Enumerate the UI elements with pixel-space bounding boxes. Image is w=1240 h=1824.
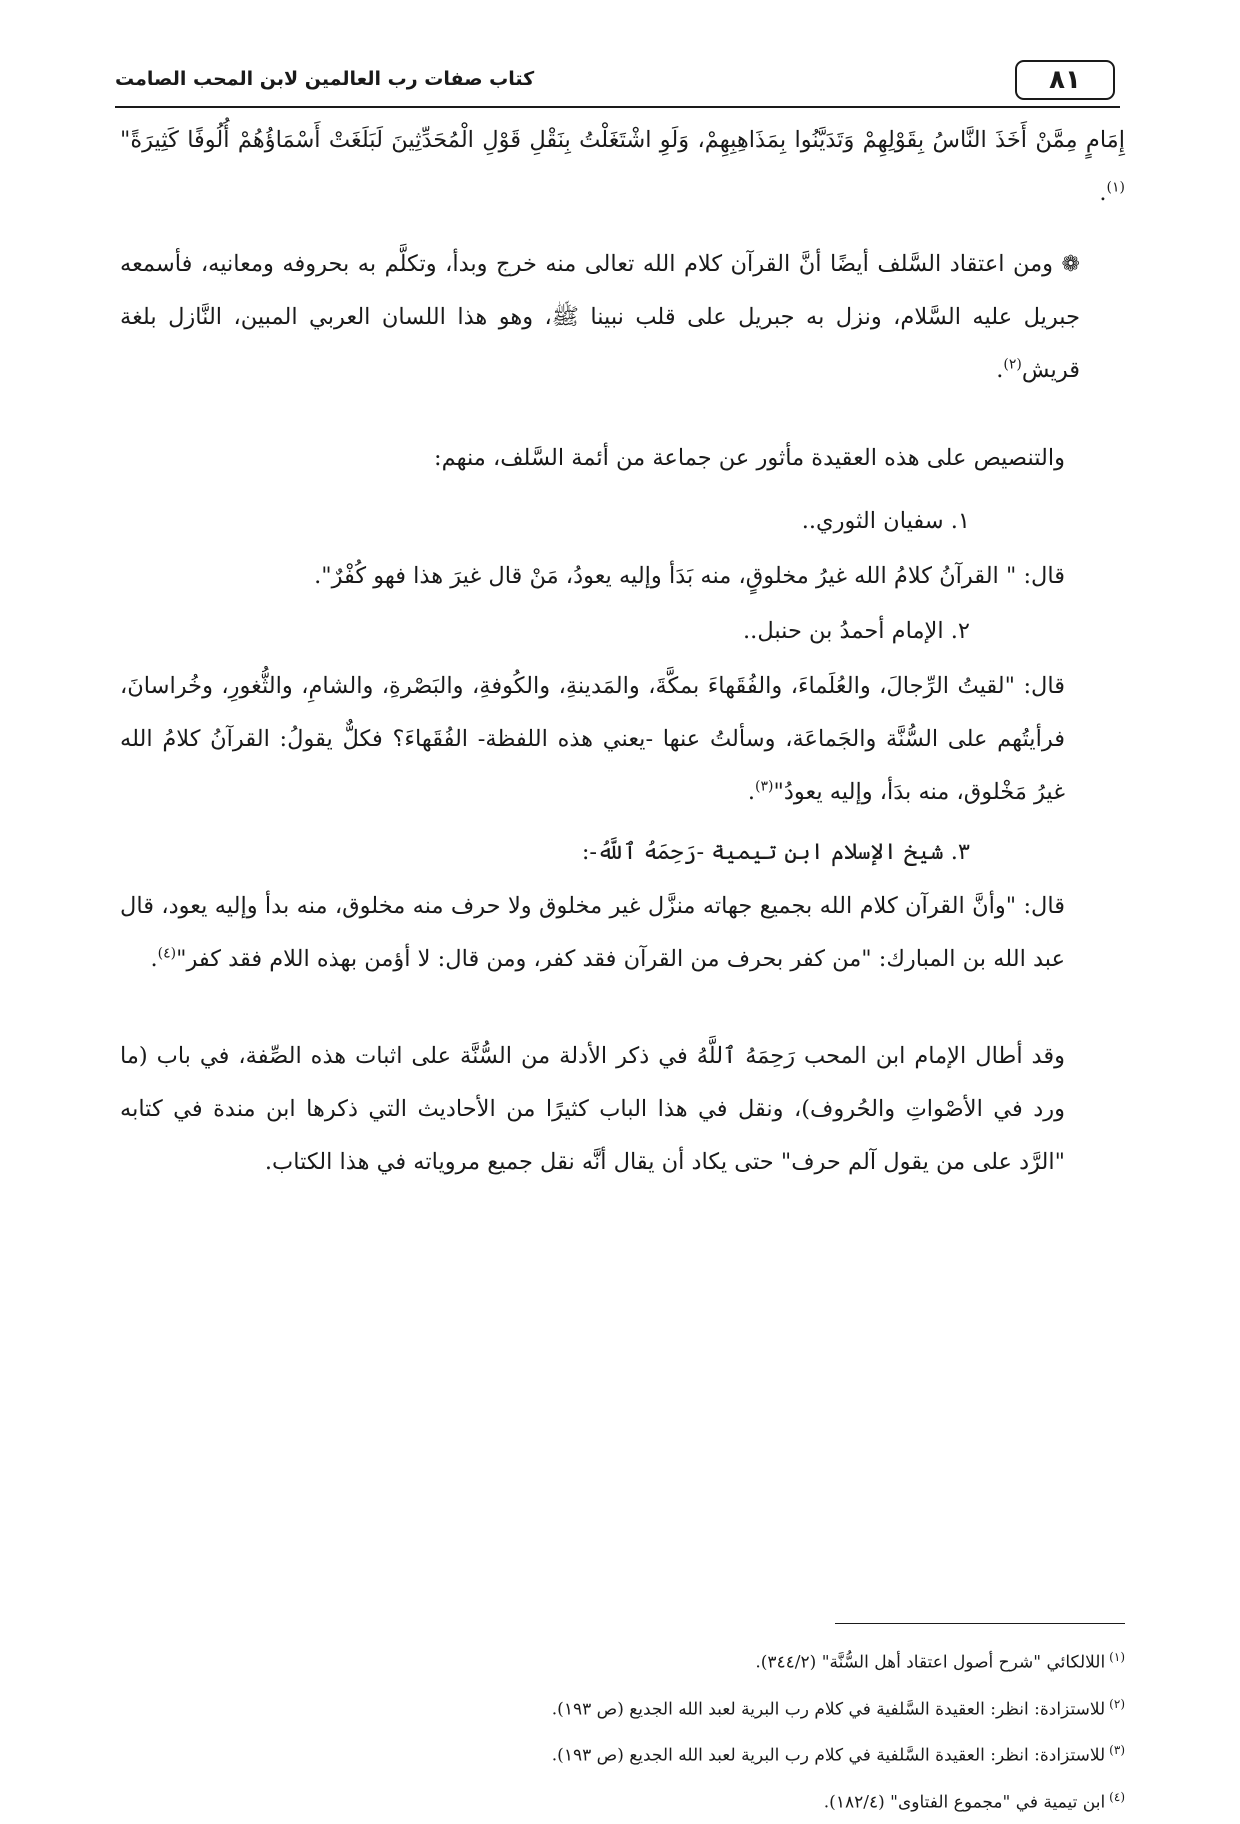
paragraph-quote-end: إِمَامٍ مِمَّنْ أَخَذَ النَّاسُ بِقَوْلِهِمْ وَتَدَيَّنُوا بِمَذَاهِبِهِمْ، وَلَوِ اشْتَغَلْتُ بِنَقْلِ قَوْلِ الْمُحَدِّثِينَ لَبَلَغَتْ أَسْمَاؤُهُمْ أُلُوفًا كَثِيرَةً"$^{(١)}$.: [120, 127, 1125, 206]
footnote-ref-1: (١): [1106, 179, 1125, 196]
page-header: [115, 58, 1115, 102]
footnote-1: $^{(١)}$اللالكائي "شرح أصول اعتقاد أهل السُّنَّة" (٣٤٤/٢).: [755, 1650, 1125, 1673]
footnote-ref-4: (٤): [157, 945, 177, 962]
list-item-2: ٢. الإمام أحمدُ بن حنبل..: [743, 618, 970, 644]
footnote-4: $^{(٤)}$ابن تيمية في "مجموع الفتاوى" (١٨٢/٤).: [823, 1789, 1125, 1813]
quote-sufyan: قال: " القرآنُ كلامُ الله غيرُ مخلوقٍ، منه بَدَأ وإليه يعودُ، مَنْ قال غيرَ هذا فهو كُفْرٌ".: [314, 563, 1065, 589]
list-item-3: ٣. شيخ الإسلام ابن تيمية -رَحِمَهُ ٱللَّهُ-:: [581, 839, 970, 865]
footnote-3: $^{(٣)}$للاستزادة: انظر: العقيدة السَّلفية في كلام رب البرية لعبد الله الجديع (ص ١٩٣).: [551, 1743, 1125, 1766]
footnote-2: $^{(٢)}$للاستزادة: انظر: العقيدة السَّلفية في كلام رب البرية لعبد الله الجديع (ص ١٩٣).: [551, 1696, 1125, 1720]
paragraph-salaf-belief: ❁ ومن اعتقاد السَّلف أيضًا أنَّ القرآن كلام الله تعالى منه خرج وبدأ، وتكلَّم به بحروفه ومعانيه، فأسمعه جبريل عليه السَّلام، ونزل به جبريل على قلب نبينا ﷺ، وهو هذا اللسان العربي المبين، النَّازل بلغة قريش$^{(٢)}$.: [120, 251, 1080, 383]
paragraph-ibn-muhib: وقد أطال الإمام ابن المحب رَحِمَهُ ٱللَّهُ في ذكر الأدلة من السُّنَّة على اثبات هذه الصِّفة، في باب (ما ورد في الأصْواتِ والحُروف)، ونقل في هذا الباب كثيرًا من الأحاديث التي ذكرها ابن مندة في كتابه "الرَّد على من يقول آلم حرف" حتى يكاد أن يقال أنَّه نقل جميع مروياته في هذا الكتاب.: [120, 1043, 1065, 1175]
quote-ahmad: قال: "لقيتُ الرِّجالَ، والعُلَماءَ، والفُقَهاءَ بمكَّةَ، والمَدينةِ، والكُوفةِ، والبَصْرةِ، والشامِ، والثُّغورِ، وخُراسانَ، فرأيتُهم على السُّنَّة والجَماعَة، وسألتُ عنها -يعني هذه اللفظة- الفُقَهاءَ؟ فكلٌّ يقولُ: القرآنُ كلامُ الله غيرُ مَخْلوق، منه بدَأ، وإليه يعودُ"$^{(٣)}$.: [120, 673, 1065, 805]
footnotes: [125, 1637, 1125, 1824]
quote-ibn-taymiyya: قال: "وأنَّ القرآن كلام الله بجميع جهاته منزَّل غير مخلوق ولا حرف منه مخلوق، منه بدأ وإليه يعود، قال عبد الله بن المبارك: "من كفر بحرف من القرآن فقد كفر، ومن قال: لا أؤمن بهذه اللام فقد كفر"$^{(٤)}$.: [120, 893, 1065, 972]
ornament-icon: ❁: [1061, 252, 1080, 277]
page-number: ٨١: [1015, 60, 1115, 100]
paragraph-intro-list: والتنصيص على هذه العقيدة مأثور عن جماعة من أئمة السَّلف، منهم:: [434, 445, 1065, 471]
footnote-ref-2: (٢): [1003, 356, 1022, 373]
footnote-ref-3: (٣): [755, 778, 774, 795]
header-rule: [115, 106, 1120, 108]
footnote-rule: [835, 1623, 1125, 1624]
running-title: كتاب صفات رب العالمين لابن المحب الصامت: [115, 68, 535, 90]
list-item-1: ١. سفيان الثوري..: [801, 508, 970, 534]
